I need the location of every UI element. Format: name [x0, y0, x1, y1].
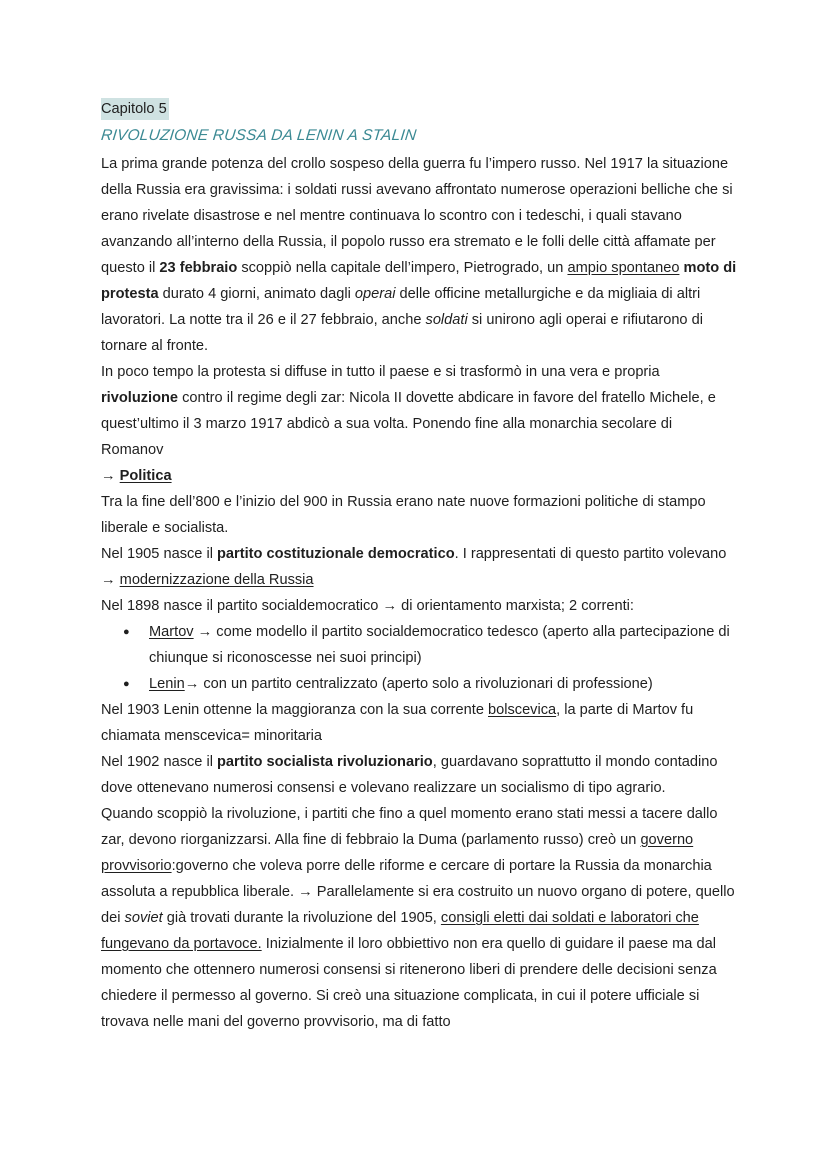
- text-run: . I rappresentati di questo partito volevano →: [101, 546, 727, 588]
- italic-soviet: soviet: [124, 910, 163, 926]
- list-item-lenin: [123, 671, 738, 697]
- chapter-heading-row: [101, 96, 738, 123]
- text-run: → con un partito centralizzato (aperto solo a rivoluzionari di professione): [184, 676, 653, 692]
- underlined-bolscevica: bolscevica: [488, 702, 557, 718]
- list-item-martov: [123, 619, 738, 671]
- underlined-governo-provvisorio: governo provvisorio: [101, 832, 694, 874]
- document-title: RIVOLUZIONE RUSSA DA LENIN A STALIN: [100, 127, 418, 144]
- text-run: In poco tempo la protesta si diffuse in tutto il paese e si trasformò in una vera e propria: [101, 364, 660, 380]
- text-run: La prima grande potenza del crollo sospeso della guerra fu l’impero russo. Nel 1917 la situazione della Russia era gravissima: i soldati russi avevano affrontato numerose operazioni belliche che si erano rivelate disastrose e nel mentre continuava lo scontro con i tedeschi, i quali stavano avanzando all’interno della Russia, il popolo russo era stremato e le folli delle città affamate per questo il: [101, 156, 733, 276]
- text-run: già trovati durante la rivoluzione del 1905,: [162, 910, 441, 926]
- text-run: , guardavano soprattutto il mondo contadino dove ottenevano numerosi consensi e volevano realizzare un socialismo di tipo agrario.: [101, 754, 718, 796]
- text-run: → come modello il partito socialdemocratico tedesco (aperto alla partecipazione di chiunque si riconoscesse nei suoi principi): [149, 624, 730, 666]
- text-run: contro il regime degli zar: Nicola II dovette abdicare in favore del fratello Michele, e quest’ultimo il 3 marzo 1917 abdicò a sua volta. Ponendo fine alla monarchia secolare di Romanov: [101, 390, 716, 458]
- text-run: delle officine metallurgiche e da migliaia di altri lavoratori. La notte tra il 26 e il 27 febbraio, anche: [101, 286, 701, 328]
- paragraph-formations: Tra la fine dell’800 e l’inizio del 900 in Russia erano nate nuove formazioni politiche di stampo liberale e socialista.: [101, 494, 706, 536]
- text-run: :governo che voleva porre delle riforme e cercare di portare la Russia da monarchia assoluta a repubblica liberale. → Parallelamente si era costruito un nuovo organo di potere, quello dei: [101, 858, 735, 926]
- paragraph-1903: [101, 697, 738, 749]
- text-run: Nel 1902 nasce il: [101, 754, 218, 770]
- bullet-list-correnti: [101, 619, 738, 697]
- underlined-ampio-spontaneo: ampio spontaneo: [567, 260, 680, 276]
- bold-partito-costituzionale: partito costituzionale democratico: [217, 546, 455, 562]
- underlined-lenin: Lenin: [149, 676, 185, 692]
- text-run: durato 4 giorni, animato dagli: [158, 286, 355, 302]
- paragraph-revolution: [101, 359, 738, 463]
- italic-soldati: soldati: [425, 312, 468, 328]
- section-heading-politica: [101, 463, 738, 489]
- text-run: , la parte di Martov fu chiamata menscevica= minoritaria: [101, 702, 694, 744]
- bullet-dot-icon: ●: [123, 678, 130, 690]
- text-run: scoppiò nella capitale dell’impero, Pietrogrado, un: [237, 260, 568, 276]
- text-run: si unirono agli operai e rifiutarono di tornare al fronte.: [101, 312, 703, 354]
- paragraph-intro: [101, 151, 738, 359]
- paragraph-governo: [101, 801, 738, 1035]
- paragraph-1898: Nel 1898 nasce il partito socialdemocratico → di orientamento marxista; 2 correnti:: [101, 598, 634, 614]
- text-run: Quando scoppiò la rivoluzione, i partiti che fino a quel momento erano stati messi a tacere dallo zar, devono riorganizzarsi. Alla fine di febbraio la Duma (parlamento russo) creò un: [101, 806, 718, 848]
- bold-partito-socialista: partito socialista rivoluzionario: [217, 754, 433, 770]
- bold-moto-di-protesta: moto di protesta: [101, 260, 737, 302]
- text-run: Inizialmente il loro obbiettivo non era quello di guidare il paese ma dal momento che ottennero numerosi consensi si ritenerono liberi di prendere delle decisioni senza chiedere il permesso al governo. Si creò una situazione complicata, in cui il potere ufficiale si trovava nelle mani del governo provvisorio, ma di fatto: [101, 936, 717, 1030]
- heading-politica: Politica: [119, 468, 172, 484]
- underlined-consigli-eletti: consigli eletti dai soldati e laboratori che fungevano da portavoce.: [101, 910, 699, 952]
- paragraph-1905: [101, 541, 738, 593]
- bold-rivoluzione: rivoluzione: [101, 390, 179, 406]
- bold-date: 23 febbraio: [159, 260, 238, 276]
- underlined-martov: Martov: [149, 624, 194, 640]
- document-body: [101, 96, 738, 1035]
- underlined-modernizzazione: modernizzazione della Russia: [119, 572, 314, 588]
- chapter-label: Capitolo 5: [101, 98, 169, 120]
- arrow-symbol: →: [101, 468, 120, 484]
- text-run: Nel 1903 Lenin ottenne la maggioranza con la sua corrente: [101, 702, 488, 718]
- italic-operai: operai: [354, 286, 396, 302]
- bullet-dot-icon: ●: [123, 626, 130, 638]
- paragraph-1902: [101, 749, 738, 801]
- text-run: Nel 1905 nasce il: [101, 546, 218, 562]
